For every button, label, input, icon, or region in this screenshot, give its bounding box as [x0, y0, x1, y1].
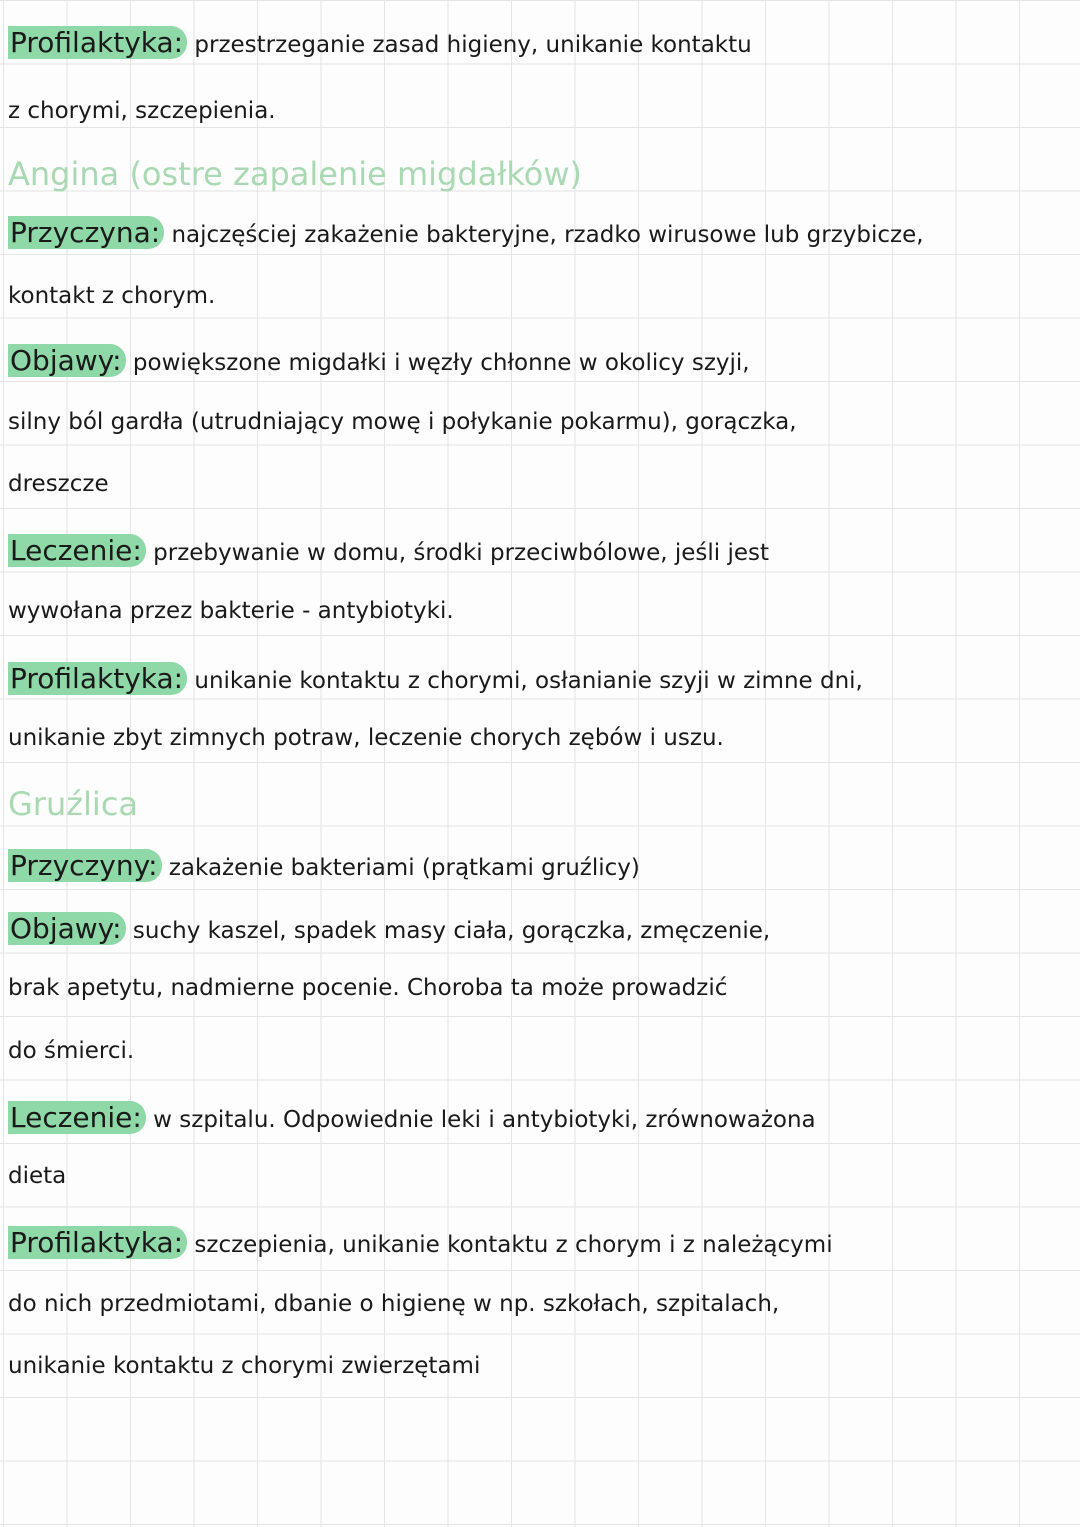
heading-text: Gruźlica: [8, 785, 139, 823]
highlighted-label: Profilaktyka:: [8, 1226, 187, 1259]
line-text: unikanie kontaktu z chorymi zwierzętami: [8, 1353, 481, 1379]
note-line: [8, 1226, 833, 1259]
note-line: [8, 1353, 480, 1379]
line-text: zakażenie bakteriami (prątkami gruźlicy): [161, 855, 640, 881]
line-text: suchy kaszel, spadek masy ciała, gorączka, zmęczenie,: [125, 918, 771, 944]
note-line: [8, 662, 863, 695]
line-text: kontakt z chorym.: [8, 283, 216, 309]
line-text: przestrzeganie zasad higieny, unikanie kontaktu: [187, 32, 752, 58]
line-text: powiększone migdałki i węzły chłonne w okolicy szyji,: [125, 350, 750, 376]
note-line: [8, 471, 109, 497]
line-text: unikanie zbyt zimnych potraw, leczenie chorych zębów i uszu.: [8, 725, 724, 751]
line-text: do śmierci.: [8, 1038, 135, 1064]
note-line: [8, 1038, 134, 1064]
line-text: przebywanie w domu, środki przeciwbólowe, jeśli jest: [145, 540, 769, 566]
note-line: [8, 26, 752, 59]
note-line: [8, 975, 727, 1001]
line-text: wywołana przez bakterie - antybiotyki.: [8, 598, 454, 624]
note-line: [8, 725, 724, 751]
line-text: silny ból gardła (utrudniający mowę i połykanie pokarmu), gorączka,: [8, 409, 797, 435]
note-line: [8, 849, 640, 882]
note-line: [8, 98, 276, 124]
line-text: w szpitalu. Odpowiednie leki i antybiotyki, zrównoważona: [145, 1107, 816, 1133]
highlighted-label: Objawy:: [8, 344, 126, 377]
highlighted-label: Leczenie:: [8, 534, 146, 567]
note-line: [8, 344, 750, 377]
highlighted-label: Objawy:: [8, 912, 126, 945]
highlighted-label: Profilaktyka:: [8, 662, 187, 695]
note-line: [8, 1291, 779, 1317]
heading-text: Angina (ostre zapalenie migdałków): [8, 155, 582, 193]
note-line: [8, 534, 769, 567]
note-line: [8, 283, 215, 309]
highlighted-label: Przyczyny:: [8, 849, 162, 882]
note-line: [8, 1101, 816, 1134]
line-text: brak apetytu, nadmierne pocenie. Choroba ta może prowadzić: [8, 975, 728, 1001]
highlighted-label: Przyczyna:: [8, 216, 164, 249]
line-text: najczęściej zakażenie bakteryjne, rzadko wirusowe lub grzybicze,: [164, 222, 924, 248]
line-text: unikanie kontaktu z chorymi, osłanianie szyji w zimne dni,: [187, 668, 863, 694]
line-text: z chorymi, szczepienia.: [8, 98, 276, 124]
section-heading: [8, 785, 138, 823]
line-text: dreszcze: [8, 471, 109, 497]
note-line: [8, 216, 924, 249]
line-text: szczepienia, unikanie kontaktu z chorym i z należącymi: [187, 1232, 833, 1258]
note-line: [8, 409, 797, 435]
note-line: [8, 912, 770, 945]
section-heading: [8, 155, 582, 193]
highlighted-label: Profilaktyka:: [8, 26, 187, 59]
note-line: [8, 598, 454, 624]
highlighted-label: Leczenie:: [8, 1101, 146, 1134]
line-text: do nich przedmiotami, dbanie o higienę w np. szkołach, szpitalach,: [8, 1291, 780, 1317]
note-line: [8, 1163, 66, 1189]
line-text: dieta: [8, 1163, 67, 1189]
